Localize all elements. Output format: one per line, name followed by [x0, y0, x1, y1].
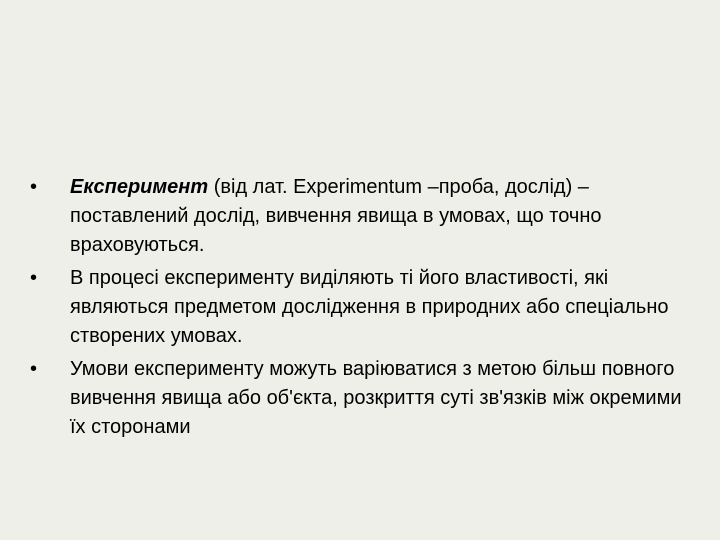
definition-text: (від лат. Experimentum –проба, дослід) – поставлений дослід, вивчення явища в умовах, що точно враховуються.	[70, 176, 602, 256]
term-experiment: Експеримент	[70, 176, 209, 198]
properties-text: В процесі експерименту виділяють ті його властивості, які являються предметом дослідження в природних або спеціально створених умовах.	[70, 267, 669, 347]
bullet-icon: •	[30, 267, 38, 289]
bullet-list	[30, 173, 690, 446]
bullet-item-conditions	[30, 355, 690, 442]
conditions-text: Умови експерименту можуть варіюватися з метою більш повного вивчення явища або об'єкта, розкриття суті зв'язків між окремими їх сторонами	[70, 358, 682, 438]
bullet-icon: •	[30, 176, 38, 198]
bullet-item-properties	[30, 264, 690, 351]
bullet-icon: •	[30, 358, 38, 380]
bullet-item-experiment-definition	[30, 173, 690, 260]
